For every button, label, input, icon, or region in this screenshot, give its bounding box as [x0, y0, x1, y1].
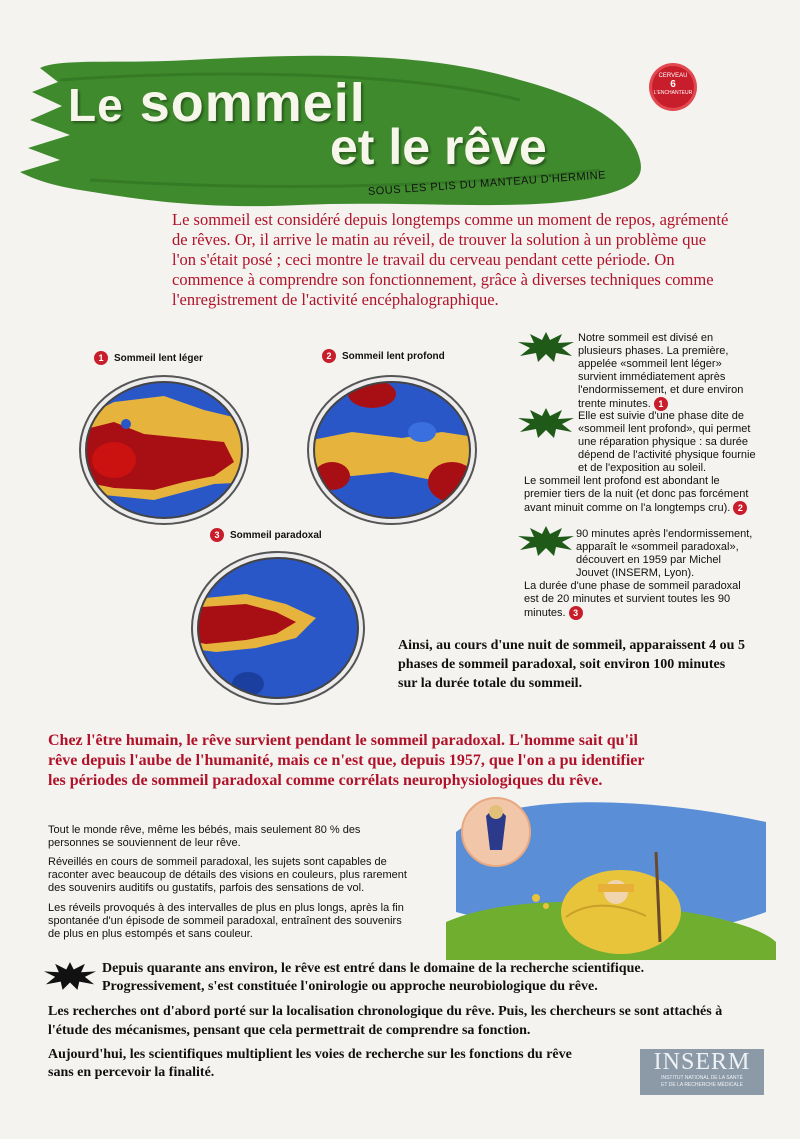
phase-number-3: 3: [210, 528, 224, 542]
badge-top-text: CERVEAU: [658, 73, 688, 79]
dream-para-3: Les réveils provoqués à des intervalles de plus en plus longs, après la fin spontanée d'un épisode de sommeil paradoxal, entraînent des souvenirs de plus en plus estompés et sans couleur.: [48, 902, 404, 940]
title-line1: [68, 72, 366, 134]
inserm-logo: [640, 1049, 764, 1095]
subtitle: SOUS LES PLIS DU MANTEAU D'HERMINE: [367, 169, 607, 198]
dreamer-illustration: [446, 792, 776, 960]
badge-number: 6: [670, 79, 676, 90]
inserm-logo-line2: ET DE LA RECHERCHE MÉDICALE: [661, 1082, 743, 1088]
phase-title-2: Sommeil lent profond: [342, 350, 445, 362]
dream-para-2: Réveillés en cours de sommeil paradoxal, les sujets sont capables de raconter avec beaucoup de détails des visions en couleurs, plus rarement des souvenirs auditifs ou gustatifs, parfois des sensations de vol.: [48, 856, 407, 894]
inserm-logo-name: INSERM: [653, 1049, 751, 1075]
note-phase-2a: Elle est suivie d'une phase dite de «sommeil lent profond», qui permet une réparation physique : sa durée dépend de l'activité physique fournie et de l'exposition au soleil.: [578, 410, 756, 474]
note-phase-1-marker: 1: [654, 397, 668, 411]
title-word-sommeil: sommeil: [139, 73, 366, 133]
brain-map-light-sleep: [74, 372, 254, 528]
badge-bottom-text: L'ENCHANTEUR: [653, 90, 693, 96]
note-phase-3a: 90 minutes après l'endormissement, apparaît le «sommeil paradoxal», découvert en 1959 par Michel Jouvet (INSERM, Lyon).: [576, 528, 753, 579]
note-phase-2-marker: 2: [733, 501, 747, 515]
research-text-1: Depuis quarante ans environ, le rêve est entré dans le domaine de la recherche scientifique. Progressivement, s'est constituée l'onirologie ou approche neurobiologique du rêve.: [102, 961, 645, 994]
brain-map-deep-sleep: [302, 372, 482, 528]
inserm-logo-line1: INSTITUT NATIONAL DE LA SANTÉ: [661, 1075, 743, 1081]
intro-text: Le sommeil est considéré depuis longtemps comme un moment de repos, agrémenté de rêves. Or, il arrive le matin au réveil, de trouver la solution à un problème que l'on s'était posé ; ceci montre le travail du cerveau pendant cette période. On commence à comprendre son fonctionnement, grâce à diverses techniques comme l'enregistrement de l'activité encéphalographique.: [172, 210, 729, 309]
dream-para-1: Tout le monde rêve, même les bébés, mais seulement 80 % des personnes se souviennent de leur rêve.: [48, 824, 361, 849]
phase-label-2: [322, 349, 445, 363]
summary-text: Ainsi, au cours d'une nuit de sommeil, apparaissent 4 ou 5 phases de sommeil paradoxal, soit environ 100 minutes sur la durée totale du sommeil.: [398, 638, 745, 691]
cerveau-badge: [652, 66, 694, 108]
note-phase-2: [524, 410, 760, 515]
note-phase-2b: Le sommeil lent profond est abondant le premier tiers de la nuit (et donc pas forcément avant minuit comme on l'a longtemps cru).: [524, 475, 749, 514]
phase-title-1: Sommeil lent léger: [114, 352, 203, 364]
note-phase-2b-wrap: [524, 475, 760, 515]
title-word-le: Le: [68, 79, 124, 131]
note-phase-1: [578, 332, 760, 411]
phase-label-3: [210, 528, 322, 542]
note-phase-3-marker: 3: [569, 606, 583, 620]
title-line2: et le rêve: [330, 119, 547, 175]
phase-title-3: Sommeil paradoxal: [230, 529, 322, 541]
note-phase-3: [524, 528, 756, 620]
phase-number-1: 1: [94, 351, 108, 365]
dream-heading: Chez l'être humain, le rêve survient pendant le sommeil paradoxal. L'homme sait qu'il rêve depuis l'aube de l'humanité, mais ce n'est que, depuis 1957, que l'on a pu identifier les périodes de sommeil paradoxal comme corrélats neurophysiologiques du rêve.: [48, 732, 645, 789]
brain-map-paradoxal-sleep: [186, 548, 370, 706]
phase-label-1: [94, 351, 203, 365]
starburst-icon: [518, 332, 574, 362]
note-phase-3b-wrap: [524, 580, 756, 620]
starburst-icon: [44, 962, 96, 990]
phase-number-2: 2: [322, 349, 336, 363]
research-text-3: Aujourd'hui, les scientifiques multiplient les voies de recherche sur les fonctions du rêve sans en percevoir la finalité.: [48, 1047, 572, 1080]
note-phase-1-text: Notre sommeil est divisé en plusieurs phases. La première, appelée «sommeil lent léger» survient immédiatement après l'endormissement, et dure environ trente minutes.: [578, 332, 744, 410]
note-phase-3b: La durée d'une phase de sommeil paradoxal est de 20 minutes et survient toutes les 90 minutes.: [524, 580, 741, 619]
research-text-2: Les recherches ont d'abord porté sur la localisation chronologique du rêve. Puis, les chercheurs se sont attachés à l'étude des mécanismes, pensant que cela permettrait de comprendre sa fonction.: [48, 1004, 723, 1038]
